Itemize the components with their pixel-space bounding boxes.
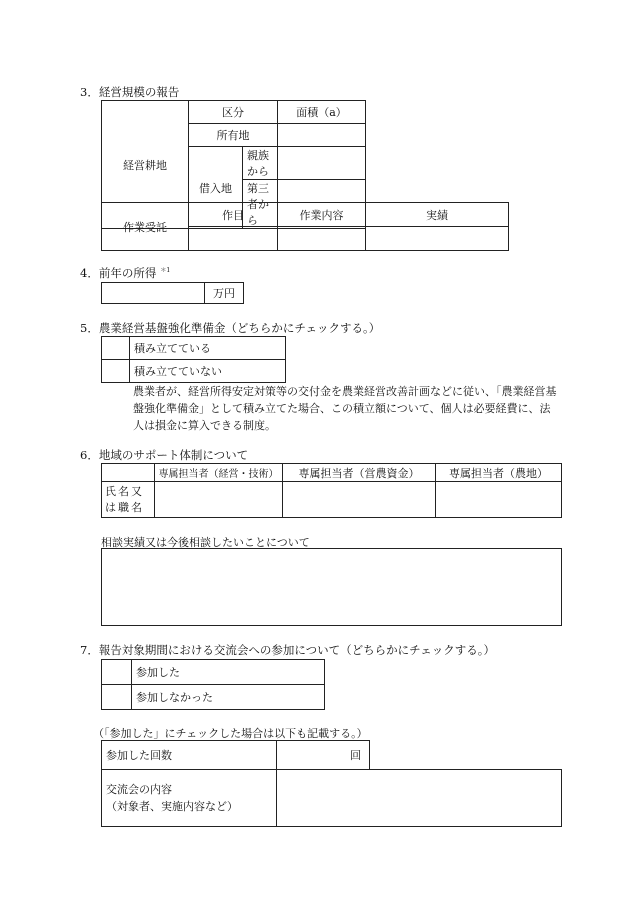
staff-funding-header: 専属担当者（営農資金）: [283, 464, 436, 482]
crop-header: 作目: [189, 203, 278, 227]
section4-heading: [80, 265, 170, 281]
participated-label: 参加した: [132, 660, 325, 685]
area-header: 面積（a）: [278, 101, 366, 124]
results-header: 実績: [366, 203, 509, 227]
contract-work-table: [101, 202, 509, 251]
reserve-table: [101, 336, 286, 383]
staff-farmland-name-cell[interactable]: [436, 482, 562, 518]
owned-land-area-cell[interactable]: [278, 124, 366, 147]
leased-land-label: 借入地: [189, 147, 243, 229]
category-header: 区分: [189, 101, 278, 124]
from-third-party-label: 第三者から: [243, 180, 278, 229]
crop-cell[interactable]: [189, 227, 278, 251]
support-table: [101, 463, 562, 518]
results-cell[interactable]: [366, 227, 509, 251]
staff-management-name-cell[interactable]: [155, 482, 283, 518]
section5-heading: 5．農業経営基盤強化準備金（どちらかにチェックする。）: [80, 321, 381, 335]
participation-table: [101, 659, 325, 710]
footnote-mark: ＊1: [160, 267, 171, 275]
staff-funding-name-cell[interactable]: [283, 482, 436, 518]
owned-land-label: 所有地: [189, 124, 278, 147]
support-corner-cell: [102, 464, 155, 482]
count-unit: 回: [350, 749, 361, 762]
reserve-note: 農業者が、経営所得安定対策等の交付金を農業経営改善計画などに従い、「農業経営基盤強化準備金」として積み立てた場合、この積立額について、個人は必要経費に、法人は損金に算入できる制度。: [133, 385, 557, 432]
exchange-count-table: [101, 740, 370, 770]
income-input[interactable]: [102, 283, 205, 304]
reserve-yes-label: 積み立てている: [130, 337, 286, 360]
section6-heading: 6．地域のサポート体制について: [80, 448, 249, 462]
section4-title: 4．前年の所得: [80, 266, 157, 280]
section3-heading: 3．経営規模の報告: [80, 85, 180, 99]
exchange-content-cell[interactable]: [277, 770, 562, 827]
participation-count-label: 参加した回数: [102, 741, 277, 770]
exchange-content-sub: （対象者、実施内容など）: [106, 800, 238, 813]
work-content-header: 作業内容: [278, 203, 366, 227]
consult-textarea[interactable]: [101, 548, 562, 626]
consult-label: 相談実績又は今後相談したいことについて: [101, 536, 310, 549]
exchange-content-label-cell: [102, 770, 277, 827]
management-farmland-label: 経営耕地: [102, 101, 189, 229]
participation-condition-note: （「参加した」にチェックした場合は以下も記載する。）: [93, 727, 368, 740]
from-relatives-label: 親族から: [243, 147, 278, 180]
staff-management-header: 専属担当者（経営・技術）: [155, 464, 283, 482]
income-unit: 万円: [205, 283, 244, 304]
exchange-content-table: [101, 769, 562, 827]
not-participated-label: 参加しなかった: [132, 685, 325, 710]
section7-heading: 7．報告対象期間における交流会への参加について（どちらかにチェックする。）: [80, 643, 495, 657]
reserve-no-label: 積み立てていない: [130, 360, 286, 383]
name-title-label: 氏名又は職名: [102, 482, 155, 518]
not-participated-checkbox[interactable]: [102, 685, 132, 710]
reserve-no-checkbox[interactable]: [102, 360, 130, 383]
participated-checkbox[interactable]: [102, 660, 132, 685]
reserve-yes-checkbox[interactable]: [102, 337, 130, 360]
contract-work-label: 作業受託: [102, 203, 189, 251]
from-relatives-area-cell[interactable]: [278, 147, 366, 180]
exchange-content-label: 交流会の内容: [106, 783, 172, 796]
work-content-cell[interactable]: [278, 227, 366, 251]
participation-count-cell[interactable]: [277, 741, 370, 770]
staff-farmland-header: 専属担当者（農地）: [436, 464, 562, 482]
income-table: [101, 282, 244, 304]
